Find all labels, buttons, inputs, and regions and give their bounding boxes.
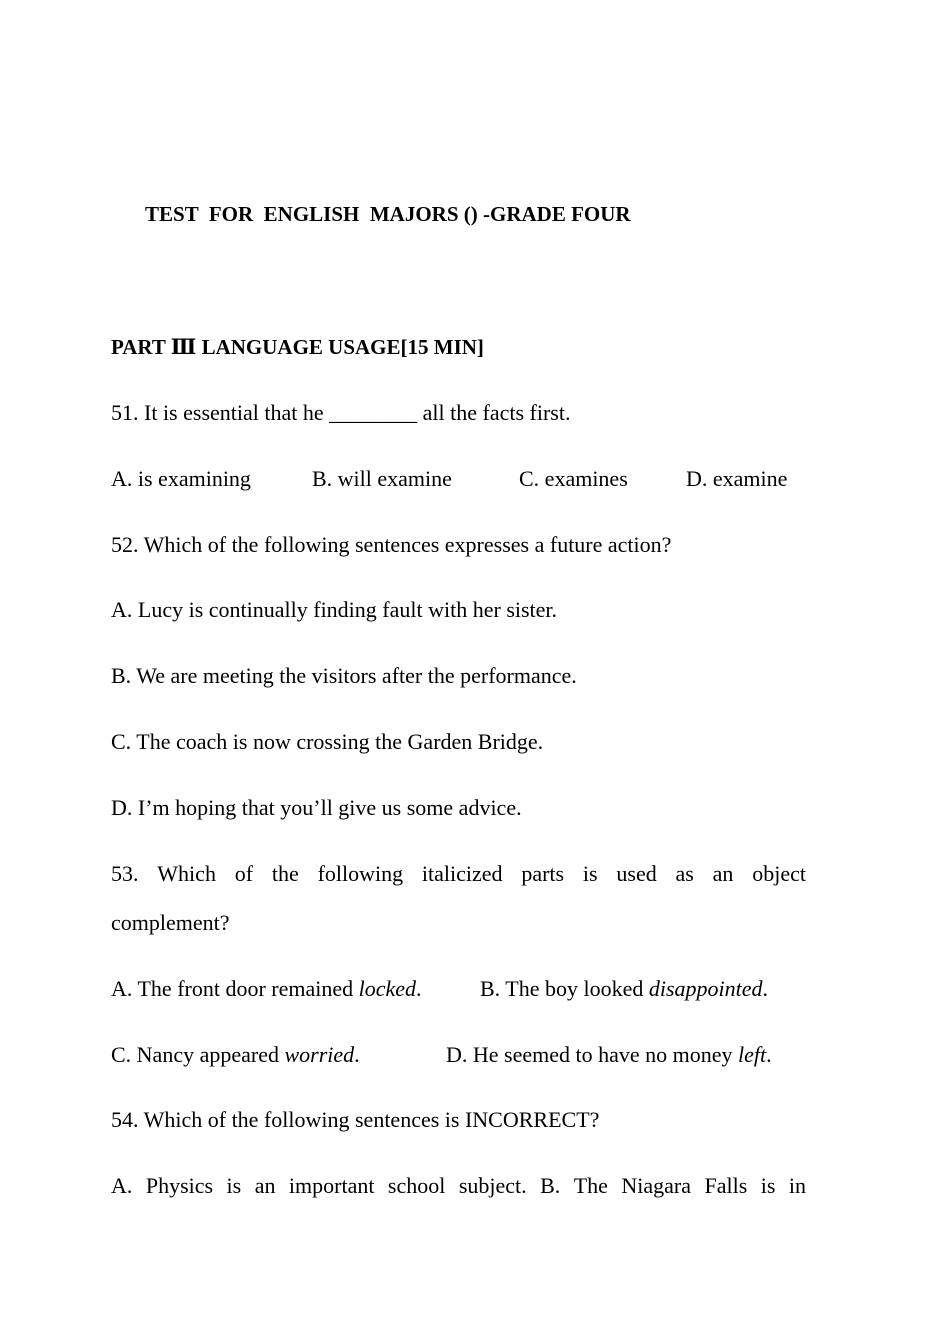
question-52-option-a: A. Lucy is continually finding fault with her sister.	[111, 597, 558, 622]
word: school	[387, 1173, 446, 1198]
question-53-stem-line-2: complement?	[111, 910, 230, 935]
option-text: A. The front door remained	[111, 976, 359, 1001]
option-punct: .	[354, 1042, 360, 1067]
question-52-option-d: D. I’m hoping that you’ll give us some advice.	[111, 795, 522, 820]
word: used	[616, 861, 657, 886]
option-text: C. Nancy appeared	[111, 1042, 285, 1067]
option-text: D. He seemed to have no money	[446, 1042, 739, 1067]
word: is	[226, 1173, 242, 1198]
word: Physics	[145, 1173, 214, 1198]
question-53-option-d	[446, 1044, 772, 1066]
question-53-option-b	[480, 978, 768, 1000]
option-punct: .	[762, 976, 769, 1001]
option-punct: .	[416, 976, 422, 1001]
word: is	[582, 861, 598, 886]
word: Niagara	[621, 1173, 692, 1198]
word: 53.	[111, 861, 139, 886]
word: subject.	[458, 1173, 527, 1198]
word: is	[760, 1173, 776, 1198]
question-52-option-c: C. The coach is now crossing the Garden Bridge.	[111, 729, 544, 754]
question-53-option-c	[111, 1044, 360, 1066]
italic-part: locked	[358, 976, 417, 1001]
question-51-stem: 51. It is essential that he ________ all the facts first.	[111, 400, 571, 425]
question-54-stem: 54. Which of the following sentences is INCORRECT?	[111, 1107, 600, 1132]
test-title: TEST FOR ENGLISH MAJORS () -GRADE FOUR	[145, 202, 631, 226]
italic-part: disappointed	[648, 976, 763, 1001]
part-heading: PART Ⅲ LANGUAGE USAGE[15 MIN]	[111, 335, 484, 359]
word: following	[317, 861, 404, 886]
option-text: B. The boy looked	[480, 976, 649, 1001]
question-51-option-a: A. is examining	[111, 466, 251, 491]
word: The	[573, 1173, 608, 1198]
question-52-option-b: B. We are meeting the visitors after the performance.	[111, 663, 577, 688]
italic-part: worried	[284, 1042, 355, 1067]
word: A.	[111, 1173, 133, 1198]
question-51-option-c: C. examines	[519, 466, 628, 491]
word: B.	[540, 1173, 561, 1198]
question-54-options-line	[111, 1175, 806, 1197]
word: object	[752, 861, 806, 886]
question-53-stem-line-1	[111, 863, 806, 885]
question-51-option-b: B. will examine	[312, 466, 452, 491]
word: an	[254, 1173, 276, 1198]
question-53-option-a	[111, 978, 422, 1000]
word: in	[788, 1173, 806, 1198]
word: of	[234, 861, 254, 886]
word: the	[271, 861, 299, 886]
word: parts	[521, 861, 565, 886]
word: Falls	[704, 1173, 748, 1198]
question-52-stem: 52. Which of the following sentences expresses a future action?	[111, 532, 672, 557]
word: as	[675, 861, 694, 886]
word: italicized	[421, 861, 503, 886]
option-punct: .	[766, 1042, 772, 1067]
word: an	[712, 861, 734, 886]
italic-part: left	[738, 1042, 767, 1067]
word: important	[288, 1173, 375, 1198]
question-51-option-d: D. examine	[686, 466, 788, 491]
word: Which	[157, 861, 216, 886]
